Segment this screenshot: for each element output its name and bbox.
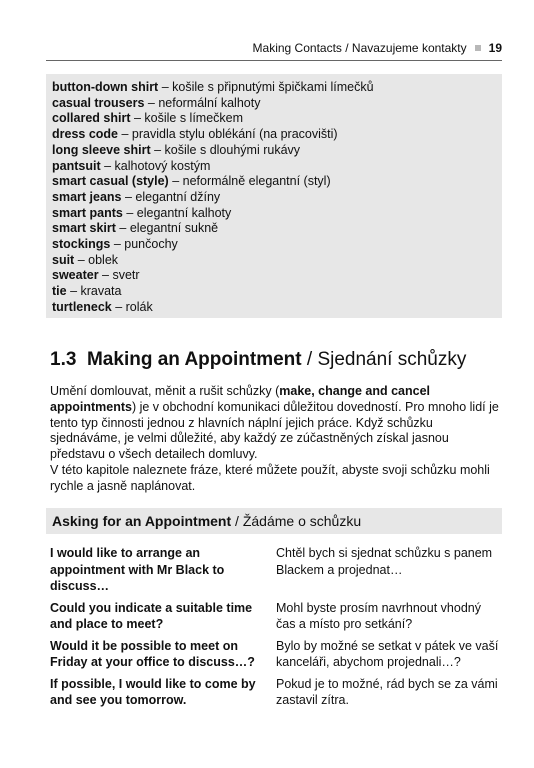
vocab-item bbox=[52, 190, 502, 206]
vocab-item bbox=[52, 221, 502, 237]
vocab-term: stockings bbox=[52, 237, 111, 252]
vocab-definition: – neformálně elegantní (styl) bbox=[168, 174, 331, 189]
vocab-term: long sleeve shirt bbox=[52, 142, 151, 157]
vocab-definition: – oblek bbox=[74, 252, 119, 267]
phrase-row bbox=[50, 638, 502, 671]
section-separator: / bbox=[301, 349, 318, 370]
section-number: 1.3 bbox=[50, 349, 77, 370]
square-bullet-icon bbox=[475, 45, 481, 51]
vocab-definition: – rolák bbox=[111, 299, 153, 314]
vocabulary-box bbox=[46, 74, 502, 318]
vocab-item bbox=[52, 174, 502, 190]
phrase-en: Could you indicate a suitable time and place to meet? bbox=[50, 600, 253, 631]
vocab-item bbox=[52, 111, 502, 127]
phrase-cz: Chtěl bych si sjednat schůzku s panem Blackem a projednat… bbox=[276, 546, 493, 577]
vocab-definition: – kalhotový kostým bbox=[100, 158, 211, 173]
vocab-term: smart jeans bbox=[52, 189, 122, 204]
vocab-item bbox=[52, 253, 502, 269]
vocab-definition: – punčochy bbox=[110, 237, 178, 252]
vocab-definition: – elegantní džíny bbox=[121, 189, 221, 204]
phrase-row bbox=[50, 600, 502, 633]
vocab-item bbox=[52, 237, 502, 253]
subsection-heading bbox=[46, 508, 502, 534]
section-heading bbox=[50, 349, 466, 371]
page-header bbox=[46, 38, 502, 61]
vocab-item bbox=[52, 96, 502, 112]
phrase-row bbox=[50, 676, 502, 709]
vocab-term: dress code bbox=[52, 127, 119, 142]
phrase-cz: Pokud je to možné, rád bych se za vámi zastavil zítra. bbox=[276, 676, 498, 707]
vocab-item bbox=[52, 80, 502, 96]
vocab-item bbox=[52, 284, 502, 300]
vocab-definition: – svetr bbox=[98, 268, 140, 283]
vocab-definition: – elegantní kalhoty bbox=[122, 205, 232, 220]
phrase-table bbox=[50, 545, 502, 709]
vocab-item bbox=[52, 127, 502, 143]
intro-text-part: ) je v obchodní komunikaci důležitou dovedností. Pro mnoho lidí je tento typ činnosti jednou z hlavních náplní jejich práce. Když schůzku sjednáváme, je velmi důležité, aby každý ze zúčastněných získal jasnou představu o všech detailech domluvy. bbox=[50, 399, 499, 462]
subsection-title-cz: Žádáme o schůzku bbox=[242, 513, 362, 529]
intro-paragraph: V této kapitole naleznete fráze, které můžete použít, abyste svoji schůzku mohli rychle a jasně naplánovat. bbox=[50, 462, 490, 493]
vocab-term: collared shirt bbox=[52, 111, 131, 126]
vocab-definition: – košile s připnutými špičkami límečků bbox=[158, 80, 374, 94]
phrase-cz: Bylo by možné se setkat v pátek ve vaší kanceláři, abychom projednali…? bbox=[276, 638, 499, 669]
intro-text bbox=[50, 384, 500, 495]
vocab-term: sweater bbox=[52, 268, 99, 283]
vocab-term: button-down shirt bbox=[52, 80, 159, 94]
vocab-item bbox=[52, 143, 502, 159]
subsection-title-en: Asking for an Appointment bbox=[52, 513, 232, 529]
vocab-term: suit bbox=[52, 252, 75, 267]
vocab-item bbox=[52, 300, 502, 316]
phrase-row bbox=[50, 545, 502, 595]
section-title-en: Making an Appointment bbox=[86, 349, 302, 370]
intro-paragraph bbox=[50, 384, 500, 463]
section-title-cz: Sjednání schůzky bbox=[317, 349, 467, 370]
intro-emphasis: make, change and cancel appointments bbox=[50, 384, 431, 414]
vocab-term: casual trousers bbox=[52, 95, 145, 110]
running-title: Making Contacts / Navazujeme kontakty bbox=[252, 41, 467, 55]
vocab-item bbox=[52, 206, 502, 222]
vocab-term: smart pants bbox=[52, 205, 123, 220]
vocab-term: smart skirt bbox=[52, 221, 116, 236]
phrase-en: I would like to arrange an appointment with Mr Black to discuss… bbox=[50, 546, 225, 593]
phrase-en: Would it be possible to meet on Friday at your office to discuss…? bbox=[50, 638, 255, 669]
vocab-definition: – kravata bbox=[66, 284, 122, 299]
vocab-definition: – elegantní sukně bbox=[115, 221, 219, 236]
vocab-definition: – košile s dlouhými rukávy bbox=[150, 142, 301, 157]
phrase-en: If possible, I would like to come by and see you tomorrow. bbox=[50, 676, 256, 707]
subsection-separator: / bbox=[231, 513, 243, 529]
vocab-definition: – pravidla stylu oblékání (na pracovišti) bbox=[118, 127, 338, 142]
vocab-item bbox=[52, 159, 502, 175]
vocab-item bbox=[52, 268, 502, 284]
intro-text-part: Umění domlouvat, měnit a rušit schůzky ( bbox=[50, 384, 280, 398]
vocab-term: tie bbox=[52, 284, 67, 299]
page-number: 19 bbox=[488, 41, 502, 55]
phrase-cz: Mohl byste prosím navrhnout vhodný čas a místo pro setkání? bbox=[276, 600, 481, 631]
vocab-term: pantsuit bbox=[52, 158, 101, 173]
vocab-definition: – neformální kalhoty bbox=[144, 95, 261, 110]
vocab-definition: – košile s límečkem bbox=[130, 111, 244, 126]
vocab-term: turtleneck bbox=[52, 299, 112, 314]
vocab-term: smart casual (style) bbox=[52, 174, 169, 189]
vocabulary-list bbox=[46, 74, 502, 316]
